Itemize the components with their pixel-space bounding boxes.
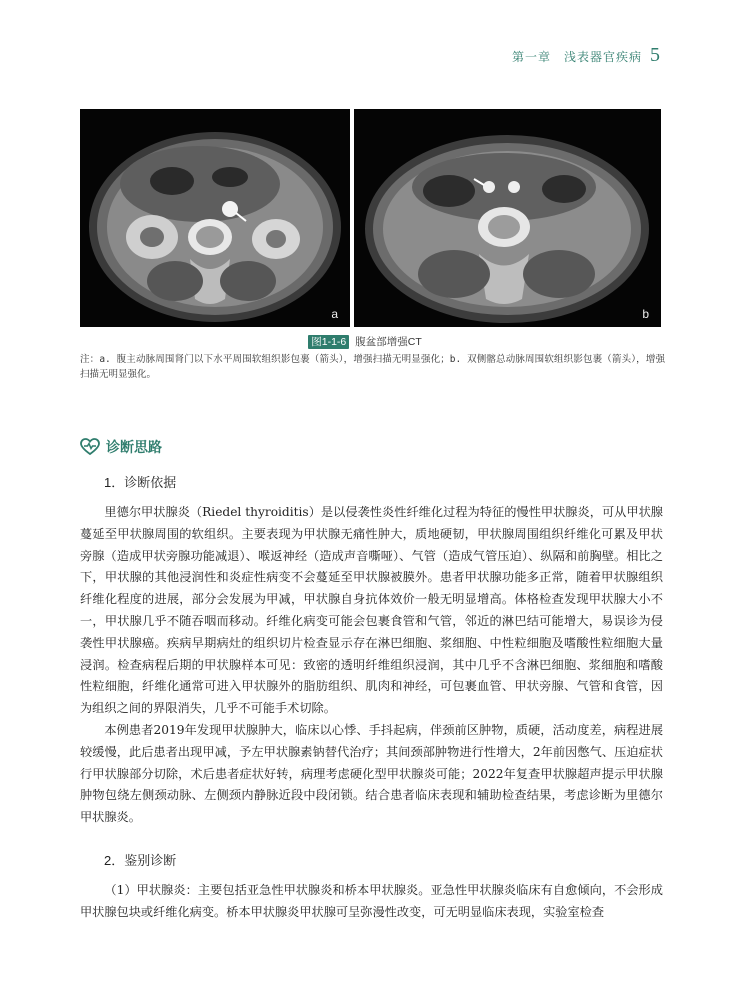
ct-figure — [80, 109, 661, 327]
page-number: 5 — [650, 44, 660, 66]
subsection-body-2 — [80, 880, 663, 924]
figure-number: 图1-1-6 — [308, 335, 349, 349]
figure-note: 注：a. 腹主动脉周围肾门以下水平周围软组织影包裹（箭头），增强扫描无明显强化；b. 双侧髂总动脉周围软组织影包裹（箭头），增强扫描无明显强化。 — [80, 354, 665, 380]
subsection-heading-2: 2．鉴别诊断 — [104, 853, 177, 868]
section-heading — [80, 437, 162, 457]
ct-scan-a — [80, 109, 350, 327]
paragraph: 本例患者2019年发现甲状腺肿大，临床以心悸、手抖起病，伴颈前区肿物，质硬，活动度差，病程进展较缓慢，此后患者出现甲减，予左甲状腺素钠替代治疗；其间颈部肿物进行性增大，2年前因憋气、压迫症状行甲状腺部分切除，术后患者症状好转，病理考虑硬化型甲状腺炎可能；2022年复查甲状腺超声提示甲状腺肿物包绕左侧颈动脉、左侧颈内静脉近段中段闭锁。结合患者临床表现和辅助检查结果，考虑诊断为里德尔甲状腺炎。 — [80, 722, 663, 825]
subsection-body-1 — [80, 502, 663, 829]
figure-title: 腹盆部增强CT — [355, 336, 422, 348]
figure-caption — [0, 334, 730, 349]
section-title: 诊断思路 — [106, 439, 162, 455]
ct-scan-b — [354, 109, 661, 327]
paragraph: 里德尔甲状腺炎（Riedel thyroiditis）是以侵袭性炎性纤维化过程为特征的慢性甲状腺炎，可从甲状腺蔓延至甲状腺周围的软组织。主要表现为甲状腺无痛性肿大，质地硬韧，甲状腺周围组织纤维化可累及甲状旁腺（造成甲状旁腺功能减退）、喉返神经（造成声音嘶哑）、气管（造成气管压迫）、纵隔和前胸壁。相比之下，甲状腺的其他浸润性和炎症性病变不会蔓延至甲状腺被膜外。患者甲状腺功能多正常，随着甲状腺组织纤维化程度的进展，部分会发展为甲减，甲状腺自身抗体效价一般无明显增高。体格检查发现甲状腺大小不一，甲状腺几乎不随吞咽而移动。纤维化病变可能会包裹食管和气管，邻近的淋巴结可能增大，易误诊为侵袭性甲状腺癌。疾病早期病灶的组织切片检查显示存在淋巴细胞、浆细胞、中性粒细胞及嗜酸性粒细胞大量浸润。检查病程后期的甲状腺样本可见：致密的透明纤维组织浸润，其中几乎不含淋巴细胞、浆细胞和嗜酸性粒细胞，纤维化通常可进入甲状腺外的脂肪组织、肌肉和神经，可包裹血管、甲状旁腺、气管和食管，因为组织之间的界限消失，几乎不可能手术切除。 — [80, 505, 663, 716]
panel-label-a: a — [331, 307, 338, 321]
running-header — [512, 44, 660, 67]
ct-image-panel-b — [354, 109, 661, 327]
ct-image-panel-a — [80, 109, 350, 327]
chapter-title: 第一章 浅表器官疾病 — [511, 50, 642, 64]
subsection-heading-1: 1．诊断依据 — [104, 475, 177, 490]
paragraph: （1）甲状腺炎：主要包括亚急性甲状腺炎和桥本甲状腺炎。亚急性甲状腺炎临床有自愈倾向，不会形成甲状腺包块或纤维化病变。桥本甲状腺炎甲状腺可呈弥漫性改变，可无明显临床表现，实验室检查 — [80, 883, 663, 919]
heart-pulse-icon — [80, 438, 100, 456]
panel-label-b: b — [642, 307, 649, 321]
